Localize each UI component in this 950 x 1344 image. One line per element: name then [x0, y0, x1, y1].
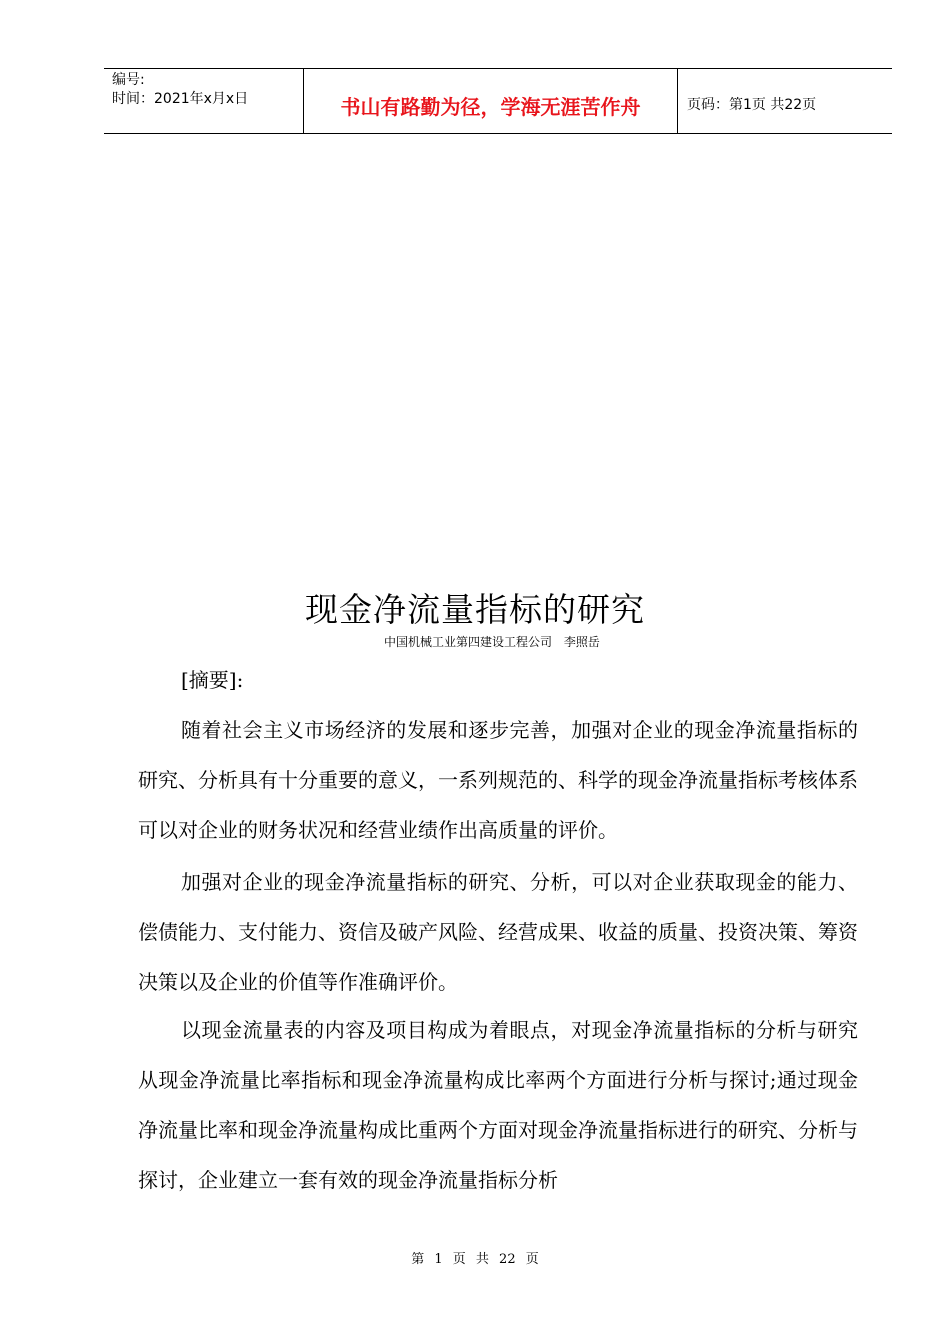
- document-author: 中国机械工业第四建设工程公司 李照岳: [384, 635, 600, 649]
- body-paragraph: 加强对企业的现金净流量指标的研究、分析，可以对企业获取现金的能力、偿债能力、支付能力、资信及破产风险、经营成果、收益的质量、投资决策、筹资决策以及企业的价值等作准确评价。: [138, 870, 858, 994]
- header-divider: [677, 69, 678, 134]
- body-paragraph: 以现金流量表的内容及项目构成为着眼点，对现金净流量指标的分析与研究从现金净流量比率指标和现金净流量构成比率两个方面进行分析与探讨;通过现金净流量比率和现金净流量构成比重两个方面对现金净流量指标进行的研究、分析与探讨，企业建立一套有效的现金净流量指标分析: [138, 1018, 858, 1192]
- page-footer: 第 1 页 共 22 页: [411, 1252, 539, 1267]
- header-meta: [112, 71, 248, 109]
- header-motto: 书山有路勤为径，学海无涯苦作舟: [340, 95, 641, 119]
- body-paragraph: 随着社会主义市场经济的发展和逐步完善，加强对企业的现金净流量指标的研究、分析具有十分重要的意义，一系列规范的、科学的现金净流量指标考核体系可以对企业的财务状况和经营业绩作出高质量的评价。: [138, 718, 858, 842]
- document-title: 现金净流量指标的研究: [305, 590, 645, 629]
- abstract-heading: [摘要]:: [181, 668, 244, 692]
- document-time-label: 时间：2021年x月x日: [112, 91, 249, 107]
- header-page-label: 页码：第1页 共22页: [687, 97, 817, 113]
- document-header: [104, 68, 892, 134]
- document-number-label: 编号:: [112, 72, 145, 88]
